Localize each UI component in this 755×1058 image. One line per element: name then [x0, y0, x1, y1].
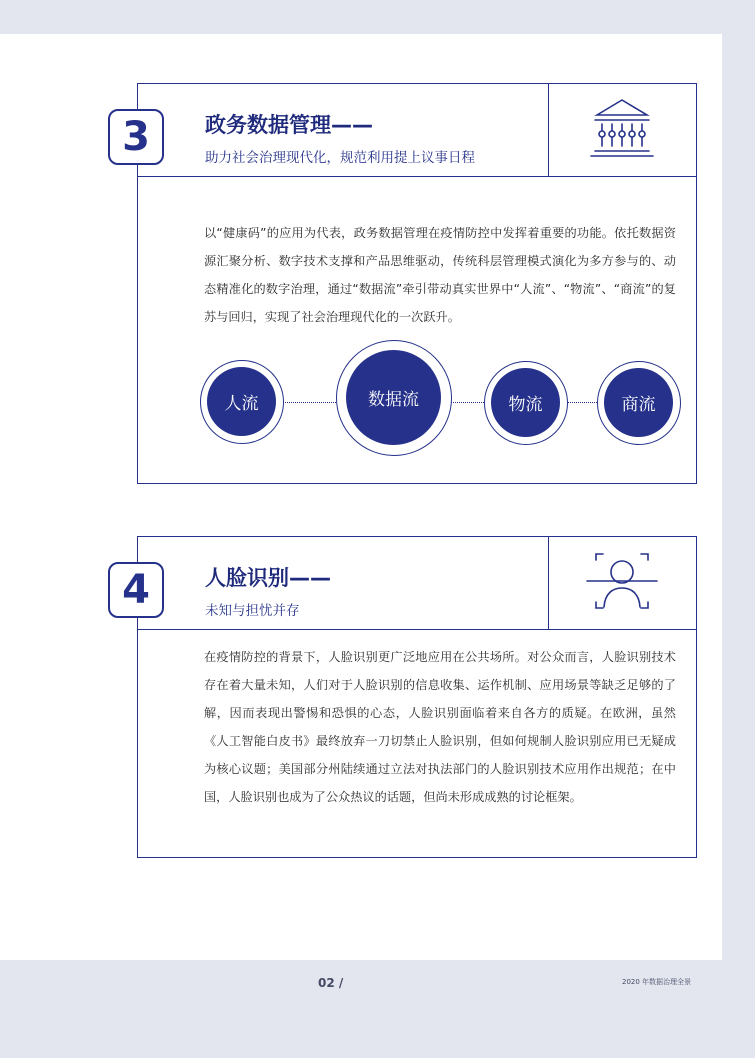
page-number: 02 /: [318, 976, 344, 990]
section-header: [138, 84, 696, 177]
flow-connector: [449, 402, 486, 403]
page: [0, 34, 722, 960]
section-number-badge: 3: [108, 109, 164, 165]
section-title: 人脸识别——: [205, 566, 331, 590]
government-building-icon: [549, 84, 695, 174]
flow-node-logistics: 物流: [484, 361, 568, 445]
flow-connector: [278, 402, 340, 403]
section-body-text: 在疫情防控的背景下，人脸识别更广泛地应用在公共场所。对公众而言，人脸识别技术存在着大量未知，人们对于人脸识别的信息收集、运作机制、应用场景等缺乏足够的了解，因而表现出警惕和恐惧的心态，人脸识别面临着来自各方的质疑。在欧洲，虽然《人工智能白皮书》最终放弃一刀切禁止人脸识别，但如何规制人脸识别应用已无疑成为核心议题；美国部分州陆续通过立法对执法部门的人脸识别技术应用作出规范；在中国，人脸识别也成为了公众热议的话题，但尚未形成成熟的讨论框架。: [204, 650, 676, 804]
face-scan-icon: [549, 537, 695, 627]
flow-diagram: [138, 354, 698, 464]
section-card-data-governance: [122, 83, 697, 484]
section-number-badge: 4: [108, 562, 164, 618]
section-card-face-recognition: [122, 536, 697, 858]
report-title: 2020 年数据治理全景: [622, 978, 692, 986]
icon-cell: [548, 84, 696, 176]
flow-node-commerce: 商流: [597, 361, 681, 445]
section-header: [138, 537, 696, 630]
section-title: 政务数据管理——: [205, 113, 373, 137]
flow-connector: [566, 402, 597, 403]
flow-node-data: 数据流: [336, 340, 452, 456]
flow-node-people: 人流: [200, 360, 284, 444]
section-subtitle: 助力社会治理现代化，规范利用提上议事日程: [205, 150, 475, 166]
section-body-text: 以“健康码”的应用为代表，政务数据管理在疫情防控中发挥着重要的功能。依托数据资源汇聚分析、数字技术支撑和产品思维驱动，传统科层管理模式演化为多方参与的、动态精准化的数字治理，通过“数据流”牵引带动真实世界中“人流”、“物流”、“商流”的复苏与回归，实现了社会治理现代化的一次跃升。: [204, 226, 676, 324]
icon-cell: [548, 537, 696, 629]
section-subtitle: 未知与担忧并存: [205, 603, 300, 619]
